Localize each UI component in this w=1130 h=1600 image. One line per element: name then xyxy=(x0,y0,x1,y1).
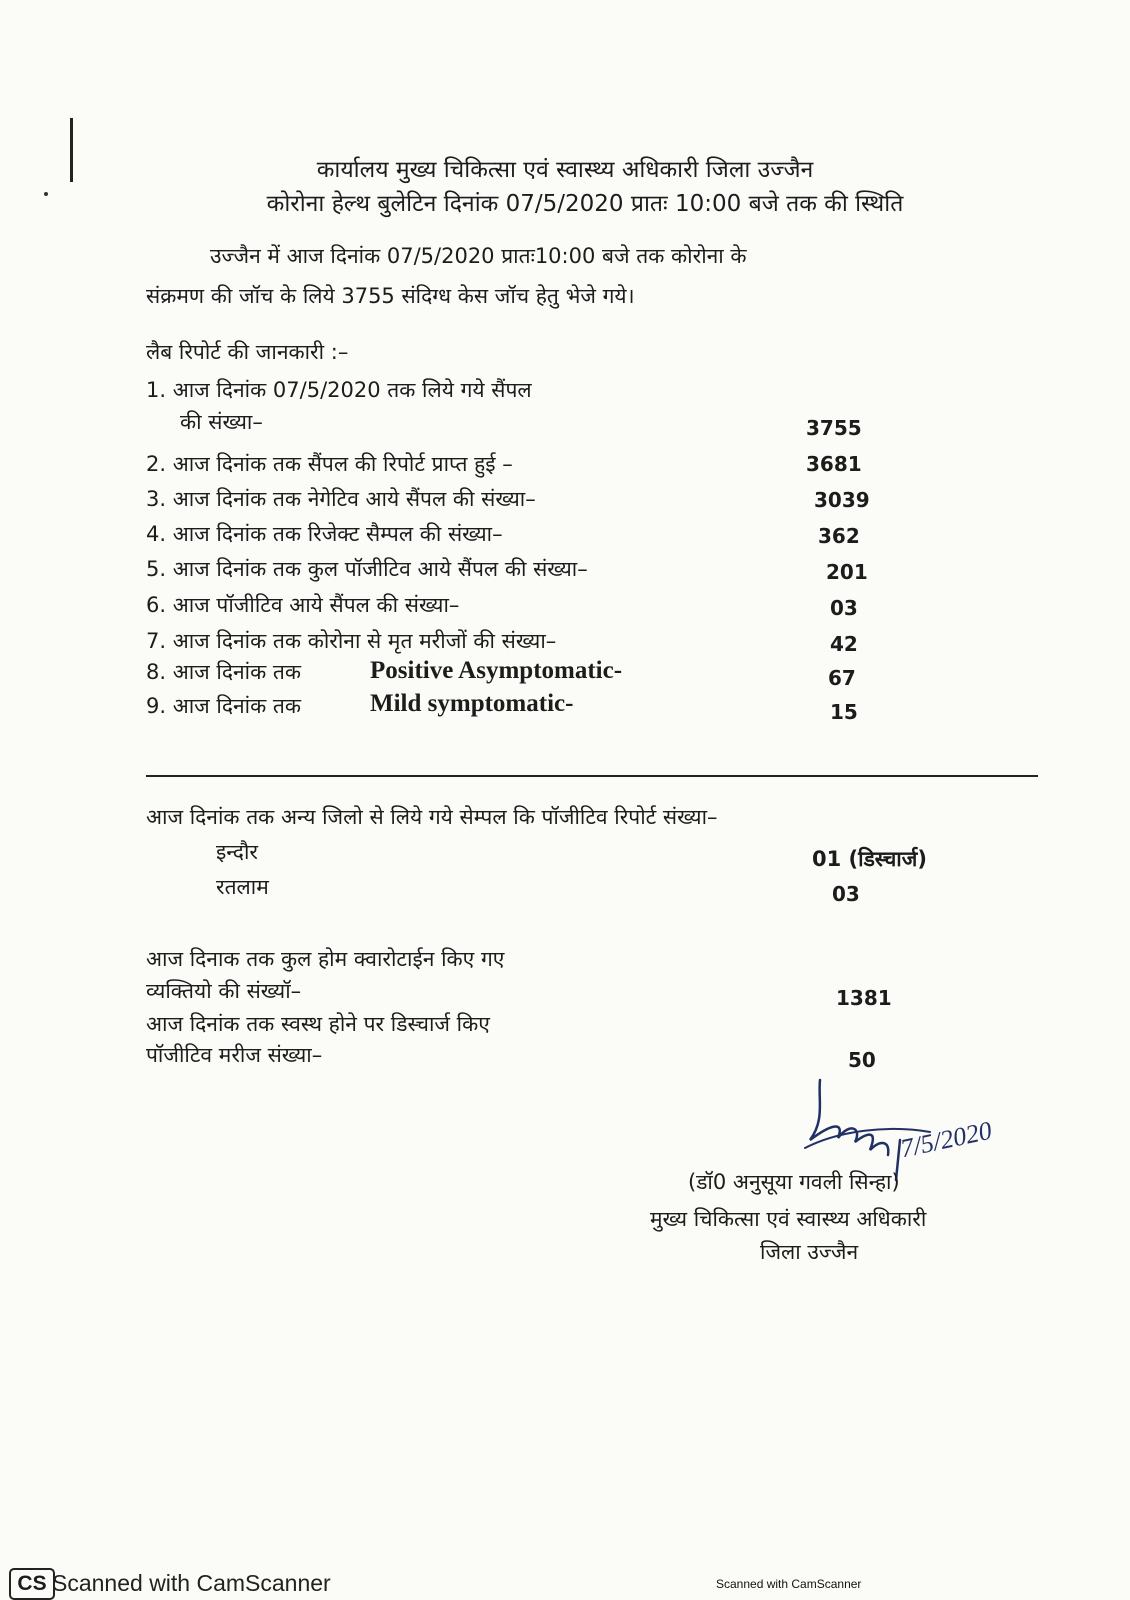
district-ratlam-name: रतलाम xyxy=(216,875,269,899)
lab-item-1-label-2: की संख्या– xyxy=(180,410,263,434)
quarantine-line-1: आज दिनाक तक कुल होम क्वारोटाईन किए गए xyxy=(146,947,505,971)
lab-item-5-value: 201 xyxy=(826,560,868,584)
signatory-district: जिला उज्जैन xyxy=(760,1240,859,1264)
district-ratlam-value: 03 xyxy=(832,882,860,906)
lab-item-5-label: 5. आज दिनांक तक कुल पॉजीटिव आये सैंपल की संख्या– xyxy=(146,557,588,581)
quarantine-value: 1381 xyxy=(836,986,892,1010)
lab-item-8-label: 8. आज दिनांक तक xyxy=(146,660,302,684)
lab-item-6-label: 6. आज पॉजीटिव आये सैंपल की संख्या– xyxy=(146,593,460,617)
office-title: कार्यालय मुख्य चिकित्सा एवं स्वास्थ्य अधिकारी जिला उज्जैन xyxy=(316,157,814,183)
lab-item-8-label-en: Positive Asymptomatic- xyxy=(370,657,623,684)
discharged-line-1: आज दिनांक तक स्वस्थ होने पर डिस्चार्ज किए xyxy=(146,1012,490,1036)
lab-item-9-label-en: Mild symptomatic- xyxy=(370,690,574,717)
lab-item-9-value: 15 xyxy=(830,700,858,724)
lab-item-1-value: 3755 xyxy=(806,416,862,440)
divider xyxy=(146,775,1038,777)
watermark-left: Scanned with CamScanner xyxy=(52,1570,331,1596)
lab-item-6-value: 03 xyxy=(830,596,858,620)
bulletin-title: कोरोना हेल्थ बुलेटिन दिनांक 07/5/2020 प्रातः 10:00 बजे तक की स्थिति xyxy=(266,191,904,217)
lab-item-1-label: 1. आज दिनांक 07/5/2020 तक लिये गये सैंपल xyxy=(146,378,532,402)
district-indore-value: 01 (डिस्चार्ज) xyxy=(812,847,927,871)
lab-heading: लैब रिपोर्ट की जानकारी :– xyxy=(146,340,349,364)
other-districts-heading: आज दिनांक तक अन्य जिलो से लिये गये सेम्पल कि पॉजीटिव रिपोर्ट संख्या– xyxy=(146,805,718,829)
lab-item-7-label: 7. आज दिनांक तक कोरोना से मृत मरीजों की संख्या– xyxy=(146,629,557,653)
signature-date: 7/5/2020 xyxy=(897,1115,995,1164)
camscanner-logo: CS xyxy=(9,1568,55,1600)
lab-item-4-value: 362 xyxy=(818,524,860,548)
lab-item-2-value: 3681 xyxy=(806,452,862,476)
discharged-value: 50 xyxy=(848,1048,876,1072)
lab-item-9-label: 9. आज दिनांक तक xyxy=(146,694,302,718)
lab-item-4-label: 4. आज दिनांक तक रिजेक्ट सैम्पल की संख्या– xyxy=(146,522,503,546)
discharged-line-2: पॉजीटिव मरीज संख्या– xyxy=(146,1043,323,1067)
signatory-designation: मुख्य चिकित्सा एवं स्वास्थ्य अधिकारी xyxy=(650,1207,927,1231)
district-indore-name: इन्दौर xyxy=(216,840,258,864)
watermark-right: Scanned with CamScanner xyxy=(716,1577,862,1591)
lab-item-7-value: 42 xyxy=(830,632,858,656)
quarantine-line-2: व्यक्तियो की संख्यॉ– xyxy=(146,979,302,1003)
intro-line-1: उज्जैन में आज दिनांक 07/5/2020 प्रातः10:00 बजे तक कोरोना के xyxy=(210,244,747,268)
intro-line-2: संक्रमण की जॉच के लिये 3755 संदिग्ध केस जॉच हेतु भेजे गये। xyxy=(146,284,635,308)
lab-item-8-value: 67 xyxy=(828,666,856,690)
signatory-name: (डॉ0 अनुसूया गवली सिन्हा) xyxy=(688,1170,900,1194)
lab-item-3-value: 3039 xyxy=(814,488,870,512)
lab-item-3-label: 3. आज दिनांक तक नेगेटिव आये सैंपल की संख्या– xyxy=(146,487,536,511)
lab-item-2-label: 2. आज दिनांक तक सैंपल की रिपोर्ट प्राप्त हुई – xyxy=(146,452,513,476)
